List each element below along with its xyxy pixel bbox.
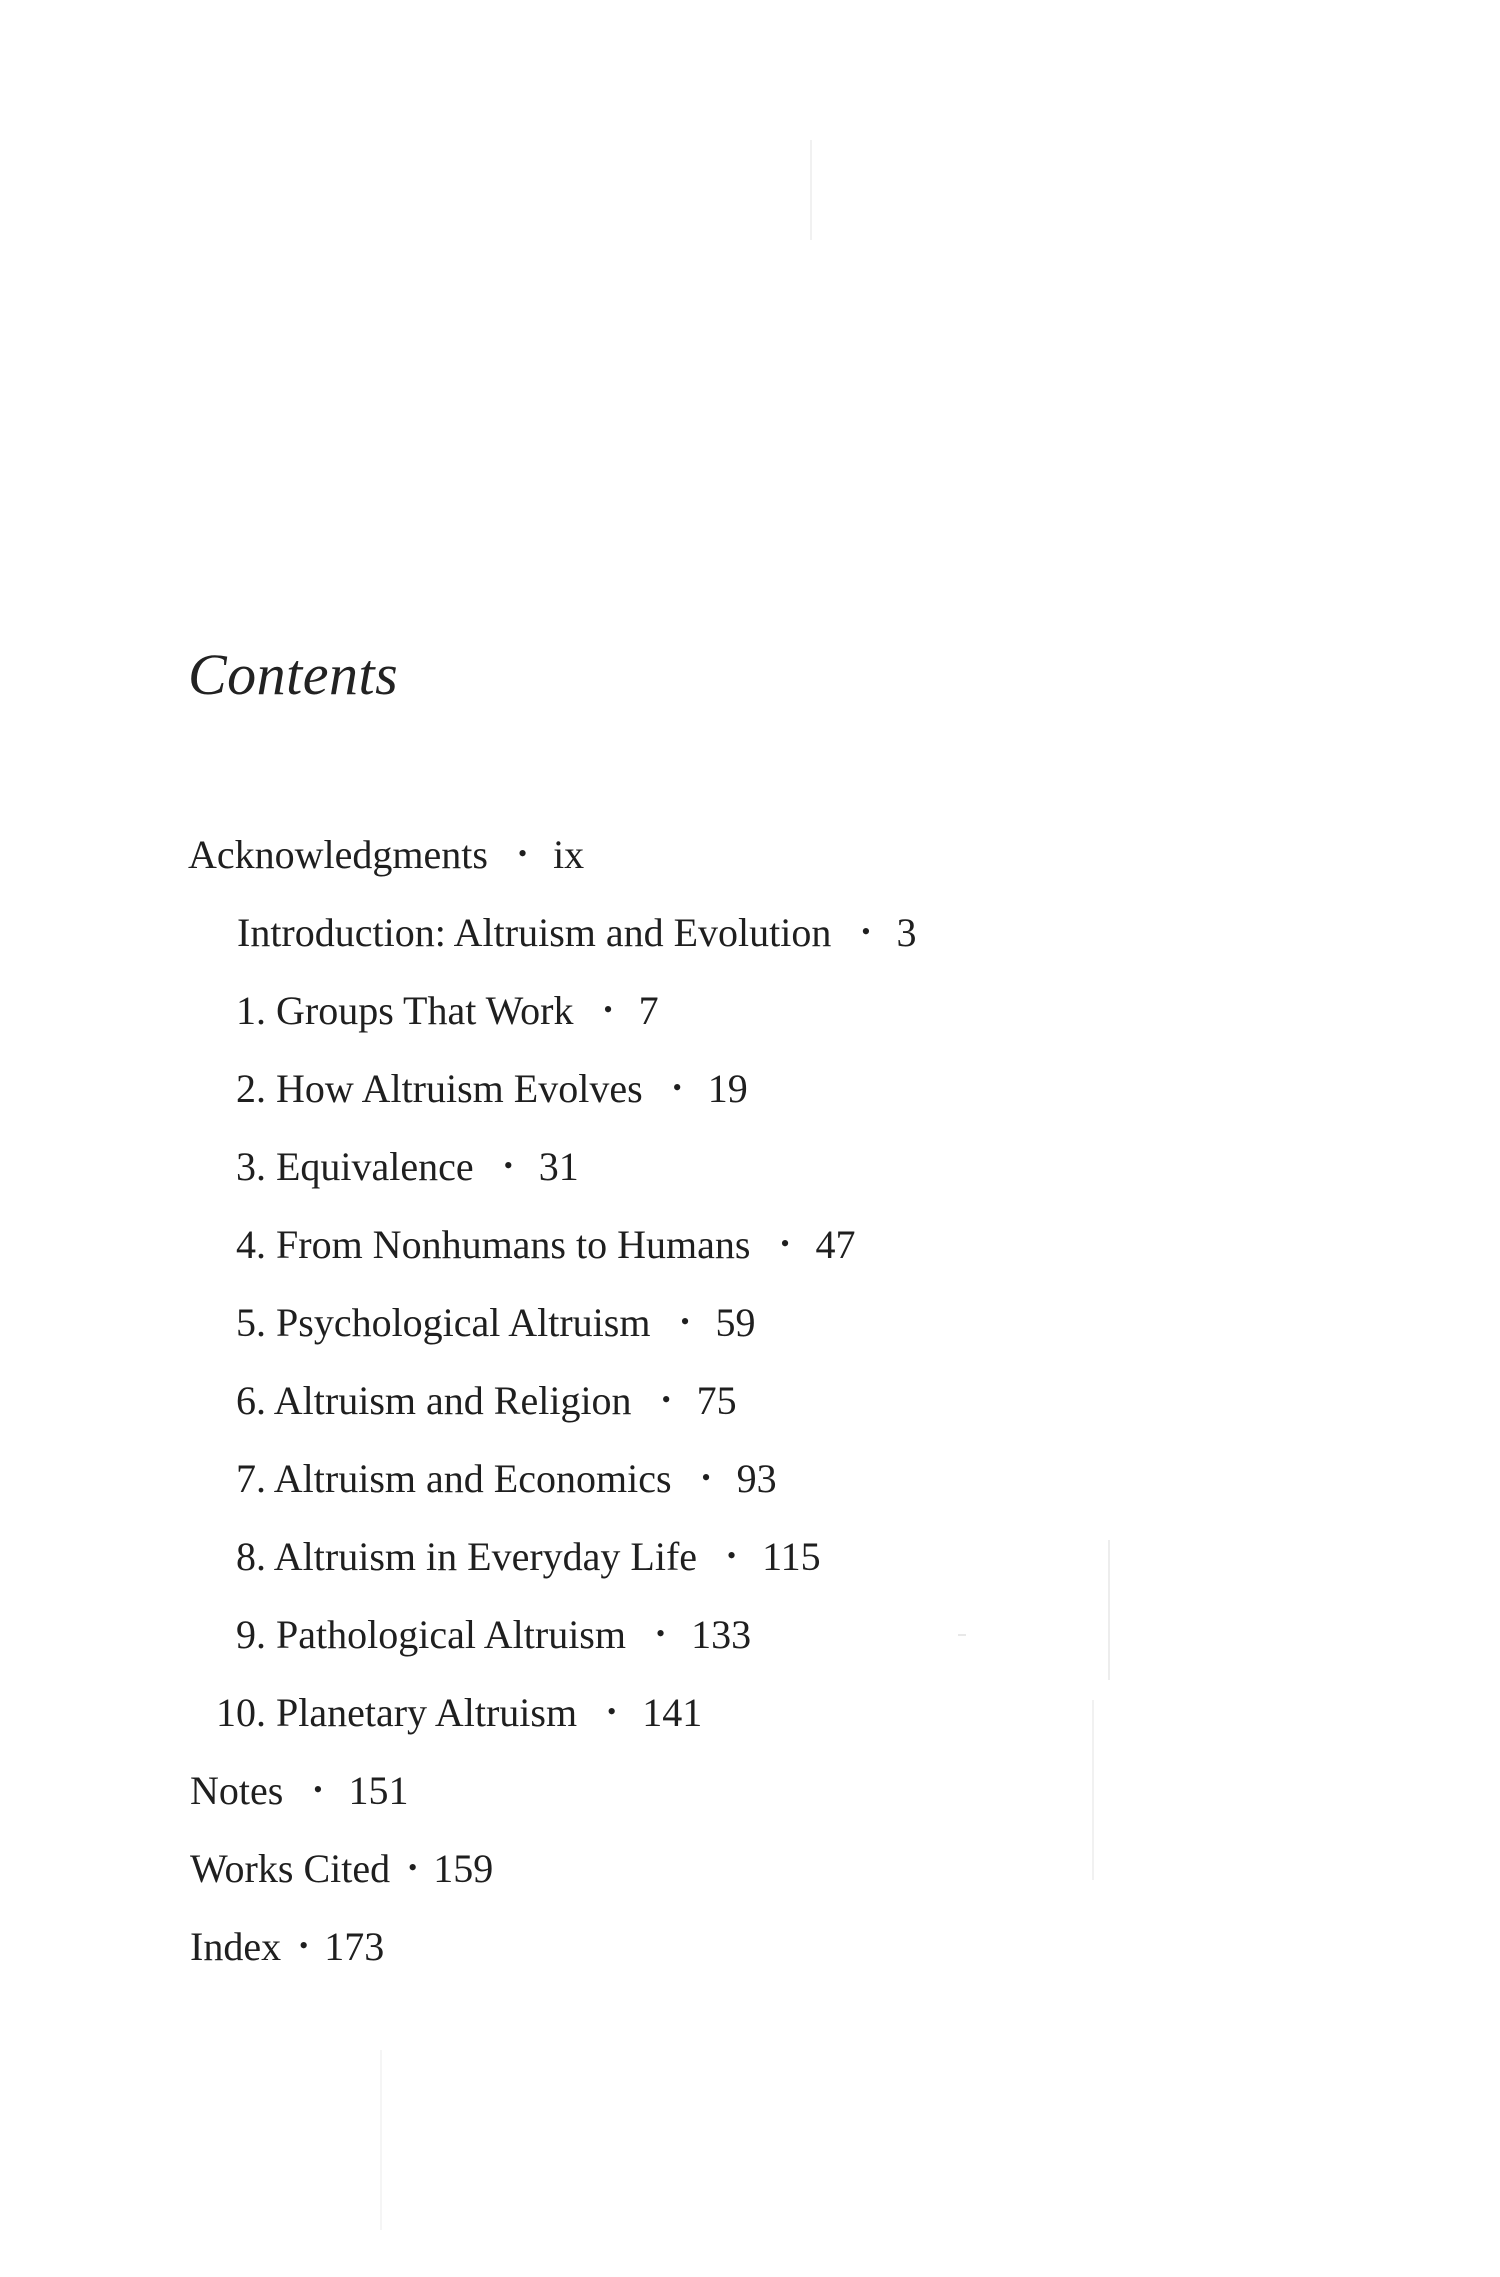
entry-label: Altruism and Religion bbox=[273, 1378, 632, 1423]
entry-label: Altruism and Economics bbox=[273, 1456, 672, 1501]
separator-dot: • bbox=[780, 1229, 790, 1258]
separator-dot: • bbox=[672, 1073, 682, 1102]
separator-dot: • bbox=[408, 1853, 418, 1882]
separator-dot: • bbox=[603, 995, 613, 1024]
entry-label: Notes bbox=[190, 1768, 284, 1813]
separator-dot: • bbox=[701, 1463, 711, 1492]
entry-label: How Altruism Evolves bbox=[276, 1066, 643, 1111]
entry-label: Acknowledgments bbox=[188, 832, 488, 877]
toc-entry-chapter-5 bbox=[214, 1300, 756, 1345]
toc-entry-chapter-10 bbox=[214, 1690, 703, 1735]
toc-entry-index bbox=[190, 1924, 385, 1969]
toc-entry-chapter-3 bbox=[214, 1144, 579, 1189]
separator-dot: • bbox=[655, 1619, 666, 1648]
chapter-number: 8. bbox=[236, 1534, 266, 1579]
chapter-number: 6. bbox=[236, 1378, 266, 1423]
scan-artifact-line bbox=[810, 140, 812, 240]
entry-page-number: 7 bbox=[638, 988, 659, 1033]
separator-dot: • bbox=[607, 1697, 617, 1726]
toc-entry-chapter-2 bbox=[214, 1066, 748, 1111]
entry-label: Planetary Altruism bbox=[276, 1690, 578, 1735]
separator-dot: • bbox=[861, 917, 871, 946]
entry-label: Pathological Altruism bbox=[276, 1612, 626, 1657]
toc-entry-chapter-1 bbox=[214, 988, 659, 1033]
chapter-number: 2. bbox=[236, 1066, 266, 1111]
entry-label: From Nonhumans to Humans bbox=[276, 1222, 751, 1267]
entry-label: Groups That Work bbox=[276, 988, 574, 1033]
entry-page-number: 3 bbox=[896, 910, 917, 955]
toc-entry-works-cited bbox=[190, 1846, 494, 1891]
scan-artifact-line bbox=[1108, 1540, 1110, 1680]
separator-dot: • bbox=[313, 1775, 323, 1804]
toc-entry-chapter-4 bbox=[214, 1222, 856, 1267]
entry-page-number: 151 bbox=[348, 1768, 409, 1813]
entry-page-number: 133 bbox=[691, 1612, 752, 1657]
page-title: Contents bbox=[188, 642, 399, 707]
toc-entry-chapter-9 bbox=[214, 1612, 752, 1657]
chapter-number: 9. bbox=[236, 1612, 266, 1657]
chapter-number: 4. bbox=[236, 1222, 266, 1267]
entry-page-number: 141 bbox=[642, 1690, 703, 1735]
chapter-number: 3. bbox=[236, 1144, 266, 1189]
chapter-number: 7. bbox=[236, 1456, 266, 1501]
separator-dot: • bbox=[299, 1931, 309, 1960]
chapter-number: 1. bbox=[236, 988, 266, 1033]
entry-label: Index bbox=[190, 1924, 282, 1969]
entry-label: Equivalence bbox=[276, 1144, 474, 1189]
entry-page-number: 31 bbox=[538, 1144, 579, 1189]
entry-label: Introduction: Altruism and Evolution bbox=[237, 910, 832, 955]
separator-dot: • bbox=[517, 839, 528, 868]
chapter-number: 10. bbox=[216, 1690, 266, 1735]
toc-entry-chapter-7 bbox=[214, 1456, 777, 1501]
toc-entry-chapter-6 bbox=[214, 1378, 737, 1423]
entry-page-number: 75 bbox=[696, 1378, 737, 1423]
entry-page-number: 47 bbox=[815, 1222, 856, 1267]
entry-label: Altruism in Everyday Life bbox=[273, 1534, 698, 1579]
entry-label: Works Cited bbox=[190, 1846, 391, 1891]
scan-artifact-line bbox=[1092, 1700, 1094, 1880]
entry-label: Psychological Altruism bbox=[276, 1300, 651, 1345]
entry-page-number: 59 bbox=[715, 1300, 756, 1345]
toc-entry-introduction bbox=[237, 910, 917, 955]
separator-dot: • bbox=[503, 1151, 513, 1180]
entry-page-number: 19 bbox=[707, 1066, 748, 1111]
scan-artifact-line bbox=[380, 2050, 382, 2230]
entry-page-number: 93 bbox=[736, 1456, 777, 1501]
entry-page-number: 173 bbox=[324, 1924, 385, 1969]
separator-dot: • bbox=[680, 1307, 690, 1336]
entry-page-number: 159 bbox=[433, 1846, 494, 1891]
scan-artifact-dot bbox=[958, 1634, 966, 1636]
toc-entry-chapter-8 bbox=[214, 1534, 821, 1579]
entry-page-number: 115 bbox=[762, 1534, 821, 1579]
entry-page-number: ix bbox=[553, 832, 585, 877]
chapter-number: 5. bbox=[236, 1300, 266, 1345]
separator-dot: • bbox=[727, 1541, 737, 1570]
separator-dot: • bbox=[661, 1385, 671, 1414]
toc-entry-notes bbox=[190, 1768, 409, 1813]
toc-entry-acknowledgments bbox=[188, 832, 585, 877]
